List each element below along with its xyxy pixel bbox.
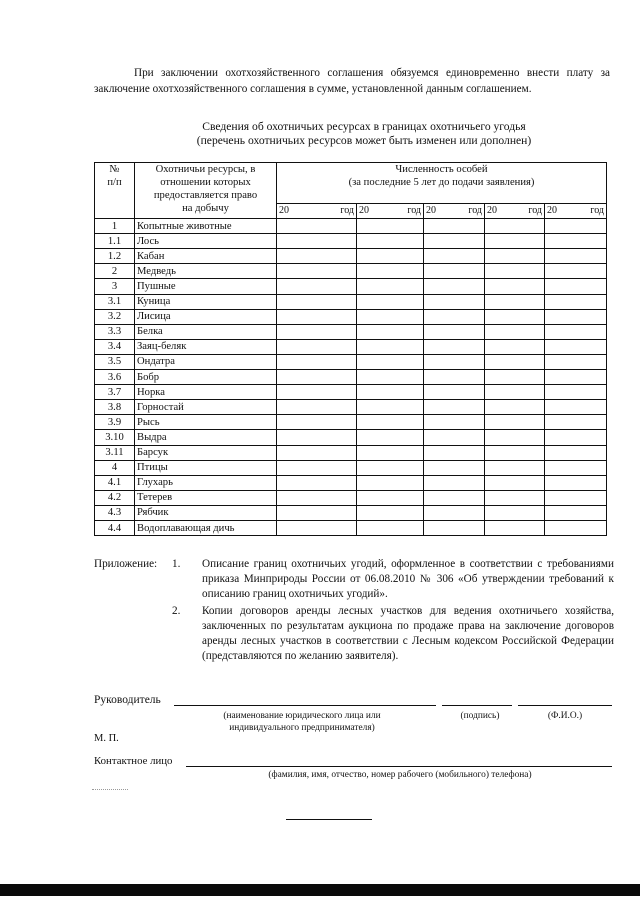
count-cell bbox=[485, 400, 545, 415]
resource-name: Заяц-беляк bbox=[135, 339, 277, 354]
resource-name: Кабан bbox=[135, 249, 277, 264]
count-cell bbox=[277, 219, 357, 234]
row-number: 1 bbox=[95, 219, 135, 234]
year-column-header bbox=[277, 204, 357, 219]
header-resource: Охотничьи ресурсы, в отношении которых предоставляется право на добычу bbox=[135, 163, 277, 219]
row-number: 2 bbox=[95, 264, 135, 279]
count-cell bbox=[277, 385, 357, 400]
resource-name: Водоплавающая дичь bbox=[135, 520, 277, 535]
count-cell bbox=[357, 385, 424, 400]
count-cell bbox=[545, 354, 607, 369]
count-cell bbox=[277, 490, 357, 505]
count-cell bbox=[545, 219, 607, 234]
year-suffix: год bbox=[407, 205, 421, 216]
resource-name: Медведь bbox=[135, 264, 277, 279]
contact-label: Контактное лицо bbox=[94, 755, 173, 767]
table-row bbox=[95, 354, 607, 369]
count-cell bbox=[545, 324, 607, 339]
row-number: 1.1 bbox=[95, 234, 135, 249]
count-cell bbox=[545, 460, 607, 475]
count-cell bbox=[485, 430, 545, 445]
count-cell bbox=[277, 339, 357, 354]
count-cell bbox=[277, 294, 357, 309]
count-cell bbox=[424, 505, 485, 520]
count-cell bbox=[357, 294, 424, 309]
count-cell bbox=[277, 520, 357, 535]
row-number: 1.2 bbox=[95, 249, 135, 264]
count-cell bbox=[277, 460, 357, 475]
count-cell bbox=[485, 460, 545, 475]
resource-name: Барсук bbox=[135, 445, 277, 460]
faint-dots bbox=[92, 789, 128, 790]
count-cell bbox=[485, 505, 545, 520]
row-number: 3.3 bbox=[95, 324, 135, 339]
year-column-header bbox=[424, 204, 485, 219]
count-cell bbox=[357, 309, 424, 324]
row-number: 4.1 bbox=[95, 475, 135, 490]
table-row bbox=[95, 249, 607, 264]
count-cell bbox=[357, 430, 424, 445]
count-cell bbox=[424, 520, 485, 535]
resource-name: Бобр bbox=[135, 370, 277, 385]
row-number: 3.6 bbox=[95, 370, 135, 385]
heading-line-2: (перечень охотничьих ресурсов может быть изменен или дополнен) bbox=[196, 134, 532, 147]
count-cell bbox=[277, 400, 357, 415]
count-cell bbox=[545, 400, 607, 415]
count-cell bbox=[485, 309, 545, 324]
year-prefix: 20 bbox=[487, 205, 497, 216]
resource-name: Куница bbox=[135, 294, 277, 309]
row-number: 4.3 bbox=[95, 505, 135, 520]
org-line bbox=[174, 705, 436, 706]
count-cell bbox=[485, 234, 545, 249]
count-cell bbox=[545, 264, 607, 279]
stamp-label: М. П. bbox=[94, 733, 119, 744]
org-caption: (наименование юридического лица или индивидуального предпринимателя) bbox=[223, 711, 381, 733]
resource-name: Горностай bbox=[135, 400, 277, 415]
count-cell bbox=[545, 370, 607, 385]
count-cell bbox=[424, 339, 485, 354]
table-row bbox=[95, 309, 607, 324]
count-cell bbox=[357, 324, 424, 339]
appendix-item-text: Описание границ охотничьих угодий, оформленное в соответствии с требованиями приказа Минприроды России от 06.08.2010 № 306 «Об утверждении требований к описанию границ охотничьих угодий». bbox=[202, 558, 614, 600]
header-num: № п/п bbox=[95, 163, 135, 219]
resource-name: Лисица bbox=[135, 309, 277, 324]
row-number: 3.9 bbox=[95, 415, 135, 430]
resource-name: Выдра bbox=[135, 430, 277, 445]
table-row bbox=[95, 279, 607, 294]
year-suffix: год bbox=[340, 205, 354, 216]
count-cell bbox=[357, 370, 424, 385]
count-cell bbox=[485, 385, 545, 400]
count-cell bbox=[545, 339, 607, 354]
count-cell bbox=[424, 219, 485, 234]
table-row bbox=[95, 234, 607, 249]
count-cell bbox=[545, 475, 607, 490]
appendix-item-num: 2. bbox=[172, 605, 181, 617]
row-number: 3.1 bbox=[95, 294, 135, 309]
table-row bbox=[95, 430, 607, 445]
resource-name: Лось bbox=[135, 234, 277, 249]
resource-name: Белка bbox=[135, 324, 277, 339]
count-cell bbox=[424, 400, 485, 415]
appendix-label: Приложение: bbox=[94, 558, 158, 570]
table-row bbox=[95, 445, 607, 460]
count-cell bbox=[424, 415, 485, 430]
header-count: Численность особей (за последние 5 лет до подачи заявления) bbox=[277, 163, 607, 204]
count-cell bbox=[545, 520, 607, 535]
table-row bbox=[95, 264, 607, 279]
count-cell bbox=[485, 249, 545, 264]
count-cell bbox=[545, 430, 607, 445]
table-row bbox=[95, 460, 607, 475]
count-cell bbox=[485, 370, 545, 385]
count-cell bbox=[277, 249, 357, 264]
count-cell bbox=[357, 460, 424, 475]
table-heading bbox=[94, 120, 634, 148]
count-cell bbox=[277, 279, 357, 294]
end-divider bbox=[286, 819, 372, 820]
contact-line bbox=[186, 766, 612, 767]
count-cell bbox=[424, 460, 485, 475]
count-cell bbox=[357, 234, 424, 249]
count-cell bbox=[485, 415, 545, 430]
row-number: 3.2 bbox=[95, 309, 135, 324]
resource-name: Копытные животные bbox=[135, 219, 277, 234]
count-cell bbox=[485, 264, 545, 279]
year-column-header bbox=[545, 204, 607, 219]
count-cell bbox=[277, 234, 357, 249]
count-cell bbox=[357, 505, 424, 520]
row-number: 3.8 bbox=[95, 400, 135, 415]
count-cell bbox=[545, 505, 607, 520]
count-cell bbox=[357, 219, 424, 234]
count-cell bbox=[545, 490, 607, 505]
row-number: 3 bbox=[95, 279, 135, 294]
count-cell bbox=[357, 264, 424, 279]
table-row bbox=[95, 415, 607, 430]
resource-name: Рябчик bbox=[135, 505, 277, 520]
count-cell bbox=[545, 385, 607, 400]
count-cell bbox=[424, 370, 485, 385]
appendix-item-2 bbox=[94, 604, 614, 664]
year-prefix: 20 bbox=[547, 205, 557, 216]
table-row bbox=[95, 294, 607, 309]
count-cell bbox=[277, 370, 357, 385]
table-row bbox=[95, 475, 607, 490]
year-column-header bbox=[485, 204, 545, 219]
resource-name: Пушные bbox=[135, 279, 277, 294]
contact-caption: (фамилия, имя, отчество, номер рабочего (мобильного) телефона) bbox=[268, 770, 532, 780]
count-cell bbox=[277, 475, 357, 490]
count-cell bbox=[485, 520, 545, 535]
year-prefix: 20 bbox=[359, 205, 369, 216]
count-cell bbox=[357, 445, 424, 460]
count-cell bbox=[277, 415, 357, 430]
count-cell bbox=[485, 294, 545, 309]
table-row bbox=[95, 370, 607, 385]
count-cell bbox=[485, 339, 545, 354]
table-row bbox=[95, 385, 607, 400]
appendix-item-1 bbox=[94, 557, 614, 602]
count-cell bbox=[545, 294, 607, 309]
count-cell bbox=[277, 324, 357, 339]
count-cell bbox=[485, 219, 545, 234]
year-suffix: год bbox=[528, 205, 542, 216]
row-number: 4 bbox=[95, 460, 135, 475]
count-cell bbox=[485, 490, 545, 505]
signature-line bbox=[442, 705, 512, 706]
head-label: Руководитель bbox=[94, 694, 161, 706]
count-cell bbox=[545, 279, 607, 294]
year-suffix: год bbox=[468, 205, 482, 216]
appendix-item-num: 1. bbox=[172, 558, 181, 570]
resource-name: Птицы bbox=[135, 460, 277, 475]
count-cell bbox=[545, 234, 607, 249]
count-cell bbox=[357, 249, 424, 264]
count-cell bbox=[485, 324, 545, 339]
intro-text: При заключении охотхозяйственного соглашения обязуемся единовременно внести плату за заключение охотхозяйственного соглашения в сумме, установленной данным соглашением. bbox=[94, 67, 610, 95]
count-cell bbox=[424, 445, 485, 460]
resource-name: Тетерев bbox=[135, 490, 277, 505]
resource-name: Норка bbox=[135, 385, 277, 400]
count-cell bbox=[357, 400, 424, 415]
count-cell bbox=[424, 490, 485, 505]
fio-line bbox=[518, 705, 612, 706]
count-cell bbox=[424, 279, 485, 294]
year-prefix: 20 bbox=[426, 205, 436, 216]
table-row bbox=[95, 520, 607, 535]
count-cell bbox=[485, 445, 545, 460]
count-cell bbox=[277, 430, 357, 445]
table-row bbox=[95, 400, 607, 415]
count-cell bbox=[357, 339, 424, 354]
row-number: 3.10 bbox=[95, 430, 135, 445]
scan-edge-bar bbox=[0, 884, 640, 896]
count-cell bbox=[485, 279, 545, 294]
fio-caption: (Ф.И.О.) bbox=[547, 711, 583, 721]
count-cell bbox=[277, 309, 357, 324]
count-cell bbox=[545, 445, 607, 460]
count-cell bbox=[485, 354, 545, 369]
table-row bbox=[95, 219, 607, 234]
count-cell bbox=[277, 354, 357, 369]
count-cell bbox=[357, 415, 424, 430]
table-row bbox=[95, 324, 607, 339]
count-cell bbox=[424, 354, 485, 369]
year-column-header bbox=[357, 204, 424, 219]
count-cell bbox=[357, 354, 424, 369]
count-cell bbox=[424, 430, 485, 445]
resource-name: Глухарь bbox=[135, 475, 277, 490]
count-cell bbox=[424, 294, 485, 309]
count-cell bbox=[424, 475, 485, 490]
table-header-row bbox=[95, 163, 607, 204]
row-number: 4.2 bbox=[95, 490, 135, 505]
count-cell bbox=[424, 385, 485, 400]
year-suffix: год bbox=[590, 205, 604, 216]
resource-name: Рысь bbox=[135, 415, 277, 430]
table-row bbox=[95, 490, 607, 505]
count-cell bbox=[545, 249, 607, 264]
count-cell bbox=[277, 445, 357, 460]
count-cell bbox=[545, 415, 607, 430]
heading-line-1: Сведения об охотничьих ресурсах в границах охотничьего угодья bbox=[202, 120, 526, 133]
count-cell bbox=[424, 309, 485, 324]
row-number: 3.11 bbox=[95, 445, 135, 460]
count-cell bbox=[424, 234, 485, 249]
row-number: 3.7 bbox=[95, 385, 135, 400]
resource-name: Ондатра bbox=[135, 354, 277, 369]
count-cell bbox=[357, 279, 424, 294]
row-number: 3.4 bbox=[95, 339, 135, 354]
resources-table bbox=[94, 162, 607, 536]
table-row bbox=[95, 505, 607, 520]
count-cell bbox=[277, 505, 357, 520]
count-cell bbox=[357, 520, 424, 535]
count-cell bbox=[424, 264, 485, 279]
appendix-item-text: Копии договоров аренды лесных участков для ведения охотничьего хозяйства, заключенных по результатам аукциона по продаже права на заключение договоров аренды лесных участков в соответствии с Лесным кодексом Российской Федерации (представляются по желанию заявителя). bbox=[202, 605, 614, 662]
count-cell bbox=[485, 475, 545, 490]
row-number: 4.4 bbox=[95, 520, 135, 535]
count-cell bbox=[424, 324, 485, 339]
row-number: 3.5 bbox=[95, 354, 135, 369]
count-cell bbox=[277, 264, 357, 279]
count-cell bbox=[357, 475, 424, 490]
count-cell bbox=[424, 249, 485, 264]
intro-paragraph bbox=[94, 66, 610, 97]
count-cell bbox=[545, 309, 607, 324]
count-cell bbox=[357, 490, 424, 505]
table-row bbox=[95, 339, 607, 354]
year-prefix: 20 bbox=[279, 205, 289, 216]
sign-caption: (подпись) bbox=[460, 711, 500, 721]
appendix bbox=[94, 557, 614, 664]
